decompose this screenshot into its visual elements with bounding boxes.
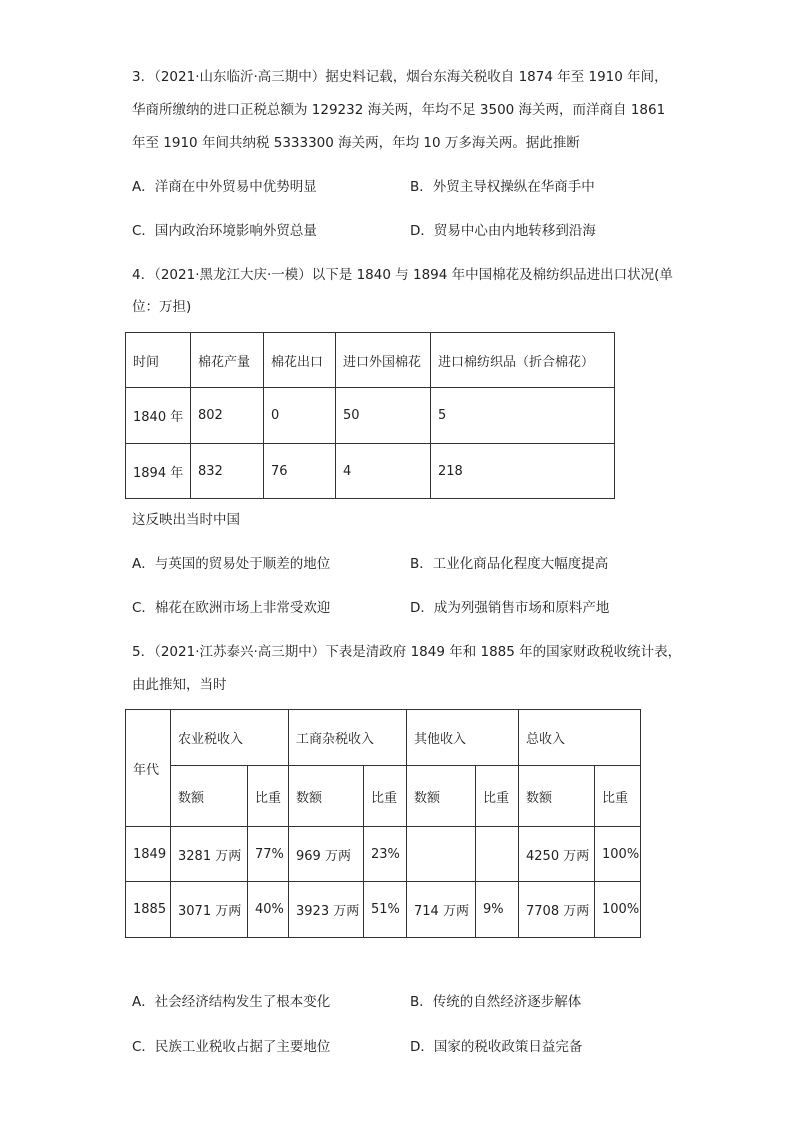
table-header-cell: 时间	[126, 333, 191, 388]
q4-option-d[interactable]: D．成为列强销售市场和原料产地	[410, 600, 610, 616]
table-subheader-cell: 数额	[289, 766, 364, 827]
table-cell: 3281 万两	[171, 827, 248, 882]
q5-table	[125, 709, 641, 938]
table-header-cell: 总收入	[519, 710, 641, 766]
q5-option-d[interactable]: D．国家的税收政策日益完备	[410, 1039, 583, 1055]
table-cell: 3071 万两	[171, 882, 248, 938]
q4-table	[125, 332, 615, 499]
table-subheader-cell: 数额	[407, 766, 476, 827]
table-subheader-cell: 比重	[595, 766, 641, 827]
table-cell: 100%	[595, 882, 641, 938]
table-cell: 3923 万两	[289, 882, 364, 938]
q3-option-b[interactable]: B．外贸主导权操纵在华商手中	[410, 179, 595, 195]
table-subheader-cell: 比重	[248, 766, 289, 827]
table-cell: 714 万两	[407, 882, 476, 938]
q5-option-b[interactable]: B．传统的自然经济逐步解体	[410, 994, 582, 1010]
table-row	[126, 388, 615, 444]
table-cell: 4	[336, 444, 431, 499]
table-header-cell: 农业税收入	[171, 710, 289, 766]
table-cell: 23%	[364, 827, 407, 882]
table-cell	[407, 827, 476, 882]
table-subheader-cell: 数额	[519, 766, 595, 827]
table-cell: 1885	[126, 882, 171, 938]
table-cell: 218	[431, 444, 615, 499]
q4-option-c[interactable]: C．棉花在欧洲市场上非常受欢迎	[132, 600, 331, 616]
table-header-cell: 进口棉纺织品（折合棉花）	[431, 333, 615, 388]
table-row	[126, 444, 615, 499]
table-cell	[476, 827, 519, 882]
q4-option-b[interactable]: B．工业化商品化程度大幅度提高	[410, 556, 609, 572]
table-cell: 9%	[476, 882, 519, 938]
table-cell: 802	[191, 388, 264, 444]
table-row	[126, 882, 641, 938]
table-header-cell: 年代	[126, 710, 171, 827]
table-cell: 7708 万两	[519, 882, 595, 938]
q3-stem-line-2: 华商所缴纳的进口正税总额为 129232 海关两，年均不足 3500 海关两，而洋商自 1861	[132, 102, 666, 118]
q5-option-c[interactable]: C．民族工业税收占据了主要地位	[132, 1039, 331, 1055]
table-cell: 40%	[248, 882, 289, 938]
q3-option-c[interactable]: C．国内政治环境影响外贸总量	[132, 223, 317, 239]
table-header-cell: 棉花出口	[264, 333, 336, 388]
table-cell: 1849	[126, 827, 171, 882]
table-header-cell: 工商杂税收入	[289, 710, 407, 766]
table-subheader-cell: 比重	[364, 766, 407, 827]
table-row	[126, 827, 641, 882]
q5-stem-line-1: 5．（2021·江苏泰兴·高三期中）下表是清政府 1849 年和 1885 年的国家财政税收统计表，	[132, 644, 682, 660]
table-subheader-cell: 比重	[476, 766, 519, 827]
table-cell: 77%	[248, 827, 289, 882]
q3-option-a[interactable]: A．洋商在中外贸易中优势明显	[132, 179, 317, 195]
table-cell: 4250 万两	[519, 827, 595, 882]
q5-option-a[interactable]: A．社会经济结构发生了根本变化	[132, 994, 331, 1010]
q4-stem-line-1: 4．（2021·黑龙江大庆·一模）以下是 1840 与 1894 年中国棉花及棉纺织品进出口状况(单	[132, 267, 673, 283]
table-subheader-cell: 数额	[171, 766, 248, 827]
table-cell: 0	[264, 388, 336, 444]
table-cell: 100%	[595, 827, 641, 882]
table-cell: 832	[191, 444, 264, 499]
table-cell: 76	[264, 444, 336, 499]
table-header-cell: 棉花产量	[191, 333, 264, 388]
q4-after-table-text: 这反映出当时中国	[132, 512, 240, 528]
table-header-row	[126, 333, 615, 388]
q5-stem-line-2: 由此推知，当时	[132, 677, 227, 693]
table-header-row	[126, 710, 641, 766]
table-header-cell: 其他收入	[407, 710, 519, 766]
q3-option-d[interactable]: D．贸易中心由内地转移到沿海	[410, 223, 596, 239]
table-cell: 51%	[364, 882, 407, 938]
table-subheader-row	[126, 766, 641, 827]
table-header-cell: 进口外国棉花	[336, 333, 431, 388]
table-cell: 1840 年	[126, 388, 191, 444]
q3-stem-line-1: 3．（2021·山东临沂·高三期中）据史料记载，烟台东海关税收自 1874 年至 1910 年间，	[132, 69, 668, 85]
q4-option-a[interactable]: A．与英国的贸易处于顺差的地位	[132, 556, 331, 572]
q3-stem-line-3: 年至 1910 年间共纳税 5333300 海关两，年均 10 万多海关两。据此推断	[132, 135, 580, 151]
table-cell: 969 万两	[289, 827, 364, 882]
q4-stem-line-2: 位：万担)	[132, 299, 192, 315]
table-cell: 5	[431, 388, 615, 444]
table-cell: 50	[336, 388, 431, 444]
table-cell: 1894 年	[126, 444, 191, 499]
